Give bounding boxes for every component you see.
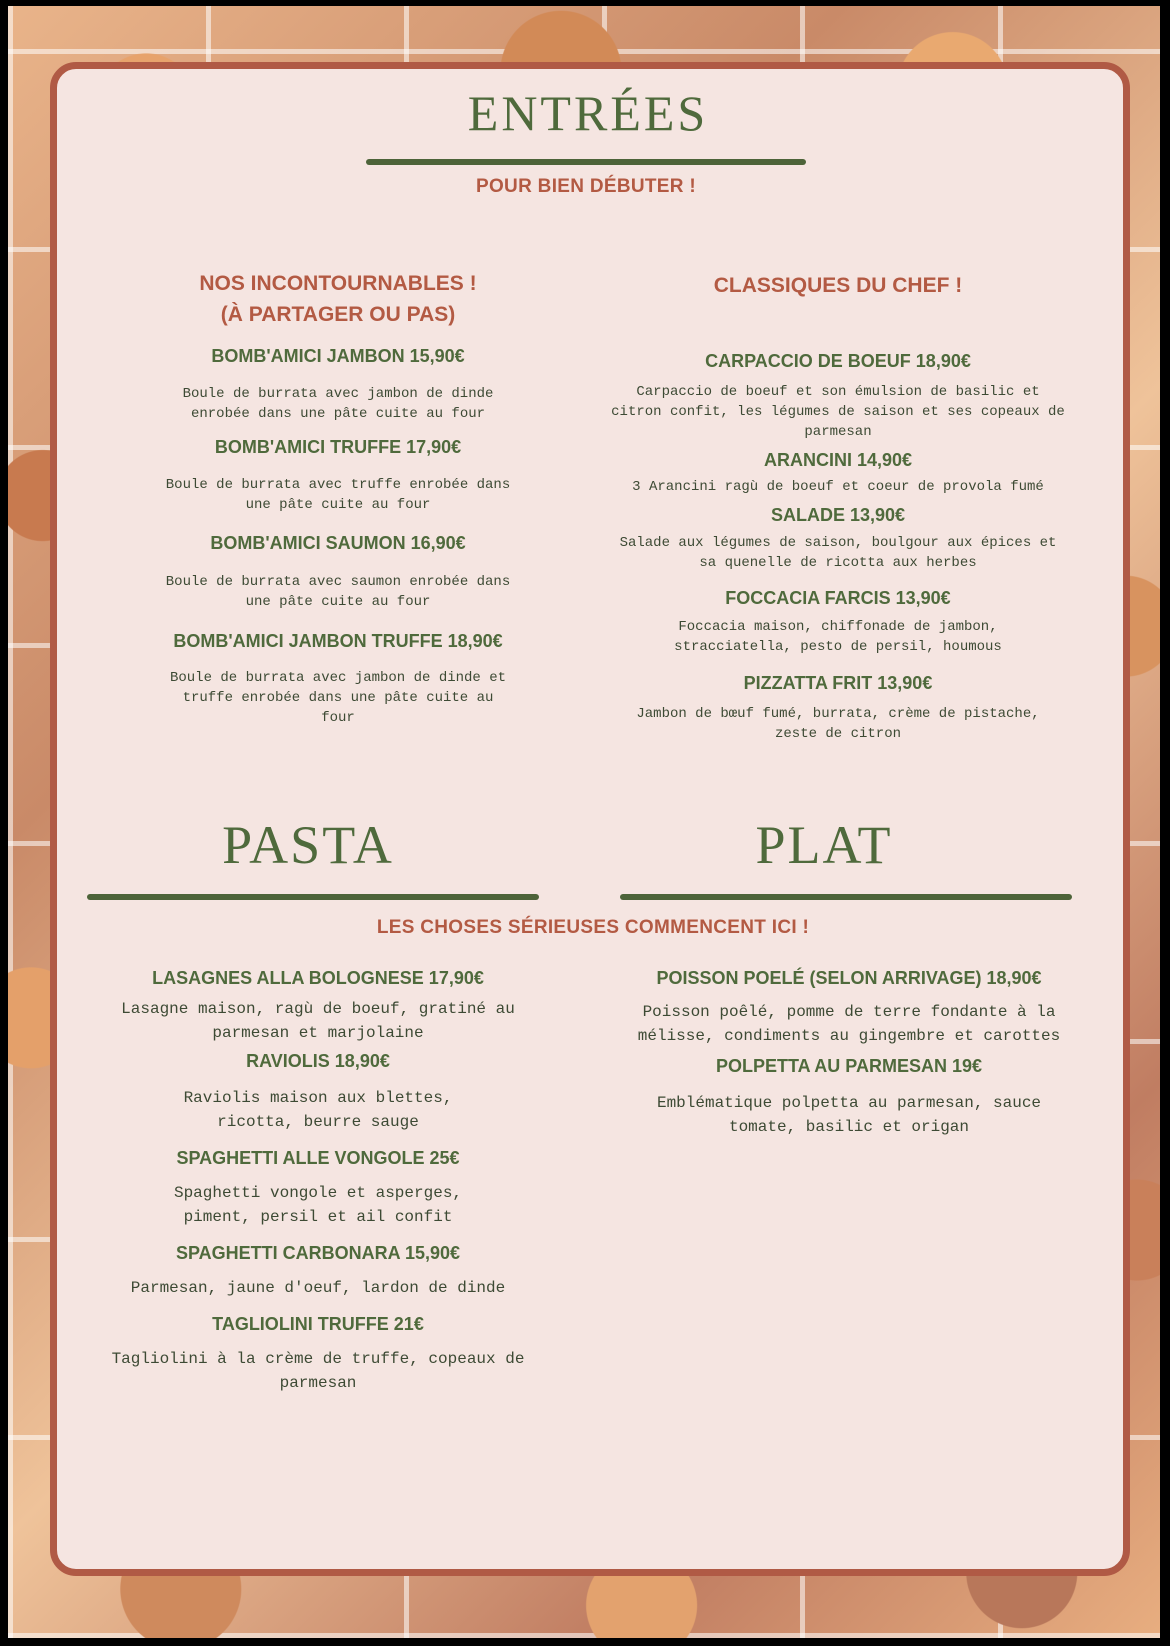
item-description: Poisson poêlé, pomme de terre fondante à la mélisse, condiments au gingembre et carottes bbox=[637, 1003, 1061, 1045]
plat-divider bbox=[620, 894, 1072, 900]
menu-page bbox=[8, 6, 1160, 1638]
entrees-divider bbox=[366, 159, 806, 165]
classiques-column bbox=[608, 270, 1068, 744]
item-name: RAVIOLIS 18,90€ bbox=[246, 1051, 390, 1071]
item-name: BOMB'AMICI JAMBON 15,90€ bbox=[211, 346, 465, 366]
item-name: POISSON POELÉ (SELON ARRIVAGE) 18,90€ bbox=[656, 968, 1042, 988]
plat-column bbox=[626, 968, 1072, 1139]
item-description: Carpaccio de boeuf et son émulsion de basilic et citron confit, les légumes de saison et ses copeaux de parmesan bbox=[611, 384, 1065, 440]
item-description: Boule de burrata avec saumon enrobée dans une pâte cuite au four bbox=[165, 574, 511, 610]
item-description: Jambon de bœuf fumé, burrata, crème de pistache, zeste de citron bbox=[636, 706, 1040, 742]
incontournables-column bbox=[78, 268, 598, 728]
plat-title: PLAT bbox=[755, 815, 893, 875]
item-name: FOCCACIA FARCIS 13,90€ bbox=[725, 588, 951, 608]
item-name: POLPETTA AU PARMESAN 19€ bbox=[715, 1056, 983, 1076]
item-description: Spaghetti vongole et asperges, piment, persil et ail confit bbox=[173, 1184, 463, 1226]
item-description: Boule de burrata avec jambon de dinde enrobée dans une pâte cuite au four bbox=[182, 386, 494, 422]
pasta-column bbox=[98, 968, 538, 1395]
item-description: Emblématique polpetta au parmesan, sauce tomate, basilic et origan bbox=[656, 1094, 1042, 1136]
item-name: BOMB'AMICI SAUMON 16,90€ bbox=[210, 533, 466, 553]
item-description: 3 Arancini ragù de boeuf et coeur de provola fumé bbox=[632, 479, 1044, 495]
entrees-title: ENTRÉES bbox=[467, 85, 709, 141]
item-name: BOMB'AMICI TRUFFE 17,90€ bbox=[214, 437, 462, 457]
item-description: Parmesan, jaune d'oeuf, lardon de dinde bbox=[130, 1279, 506, 1297]
pasta-divider bbox=[87, 894, 539, 900]
item-name: SALADE 13,90€ bbox=[770, 505, 906, 525]
item-description: Salade aux légumes de saison, boulgour aux épices et sa quenelle de ricotta aux herbes bbox=[619, 535, 1057, 571]
item-description: Foccacia maison, chiffonade de jambon, stracciatella, pesto de persil, houmous bbox=[674, 619, 1002, 655]
mains-subtitle: LES CHOSES SÉRIEUSES COMMENCENT ICI ! bbox=[376, 917, 810, 938]
item-name: CARPACCIO DE BOEUF 18,90€ bbox=[705, 351, 971, 371]
item-description: Lasagne maison, ragù de boeuf, gratiné au parmesan et marjolaine bbox=[121, 1000, 515, 1042]
pasta-title: PASTA bbox=[222, 815, 394, 875]
category-heading: CLASSIQUES DU CHEF ! bbox=[713, 274, 963, 297]
entrees-subtitle: POUR BIEN DÉBUTER ! bbox=[476, 176, 696, 197]
item-name: SPAGHETTI CARBONARA 15,90€ bbox=[175, 1243, 461, 1263]
item-name: LASAGNES ALLA BOLOGNESE 17,90€ bbox=[152, 968, 484, 988]
category-heading: NOS INCONTOURNABLES ! bbox=[199, 272, 477, 295]
item-description: Raviolis maison aux blettes, ricotta, beurre sauge bbox=[183, 1089, 453, 1131]
category-heading-note: (À PARTAGER OU PAS) bbox=[220, 303, 456, 326]
item-description: Boule de burrata avec truffe enrobée dans une pâte cuite au four bbox=[165, 477, 511, 513]
item-description: Tagliolini à la crème de truffe, copeaux de parmesan bbox=[111, 1350, 525, 1392]
item-name: ARANCINI 14,90€ bbox=[763, 450, 913, 470]
item-name: BOMB'AMICI JAMBON TRUFFE 18,90€ bbox=[173, 631, 503, 651]
item-name: SPAGHETTI ALLE VONGOLE 25€ bbox=[176, 1148, 460, 1168]
item-name: PIZZATTA FRIT 13,90€ bbox=[743, 673, 933, 693]
item-description: Boule de burrata avec jambon de dinde et truffe enrobée dans une pâte cuite au four bbox=[169, 670, 507, 726]
item-name: TAGLIOLINI TRUFFE 21€ bbox=[212, 1314, 424, 1334]
